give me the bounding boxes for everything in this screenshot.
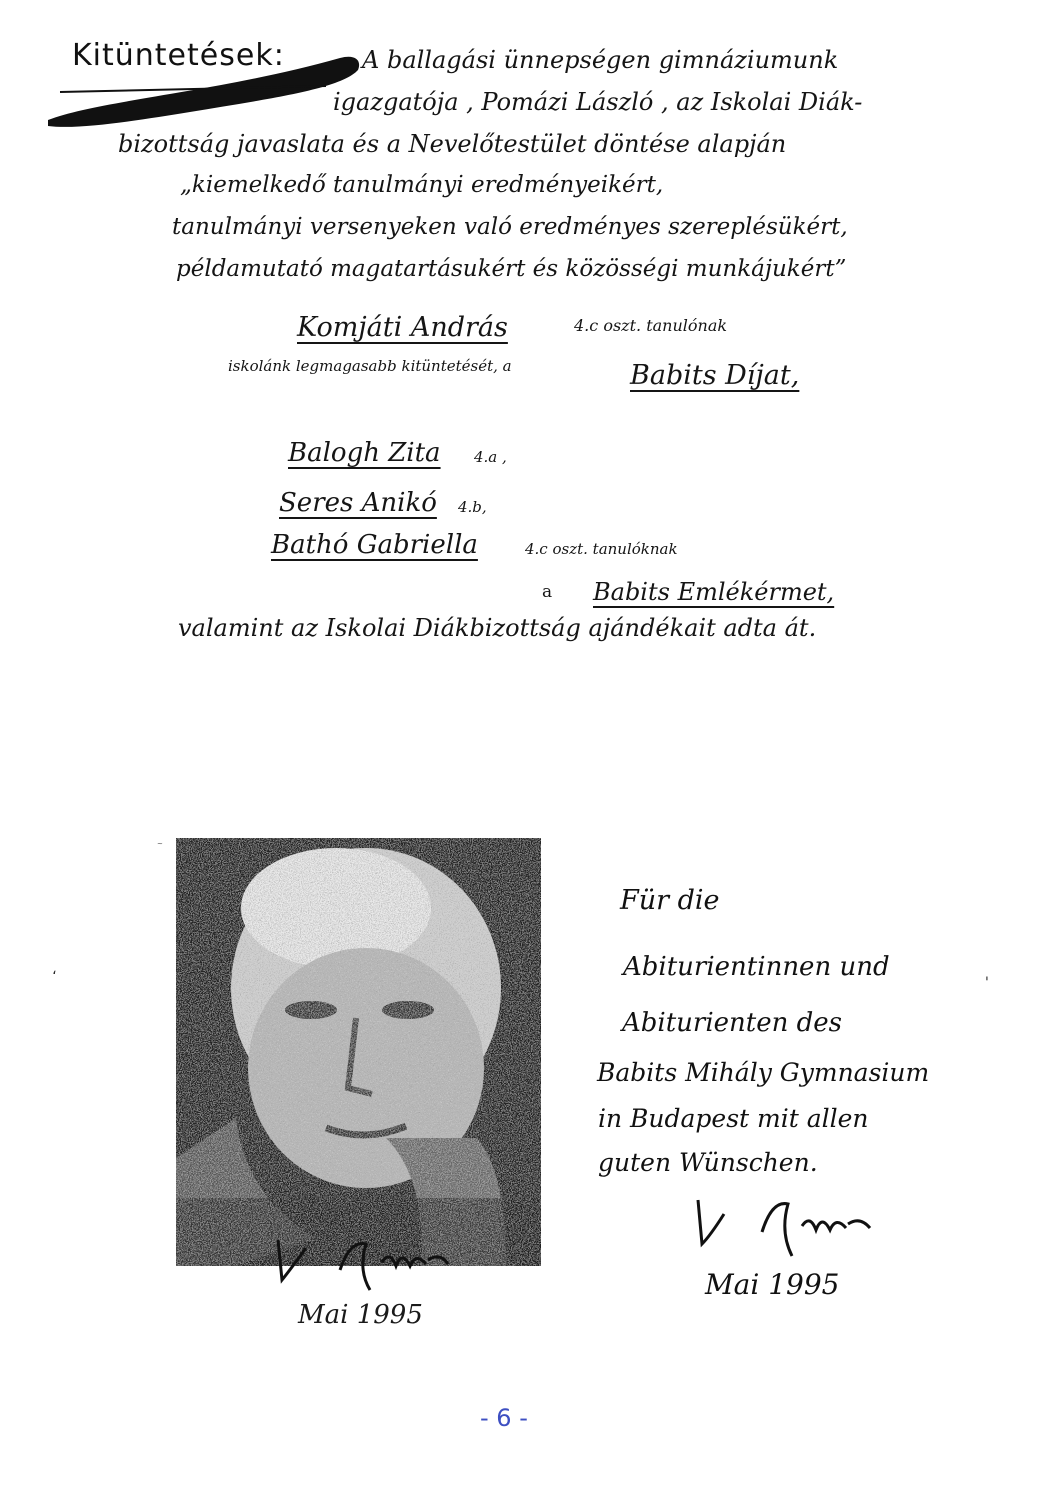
class-note: 4.b,	[458, 498, 487, 516]
award-lead-in: a	[542, 582, 553, 602]
page-number: - 6 -	[480, 1404, 528, 1432]
dedication-line: Abiturienten des	[622, 1008, 843, 1038]
dedication-line: guten Wünschen.	[598, 1148, 818, 1177]
photo-signature-date: Mai 1995	[298, 1300, 423, 1330]
award-name: Babits Emlékérmet,	[593, 578, 835, 606]
recipient-name: Seres Anikó	[279, 488, 437, 518]
dedication-line: in Budapest mit allen	[598, 1104, 869, 1133]
award-lead-in: iskolánk legmagasabb kitüntetését, a	[228, 357, 512, 375]
body-line: példamutató magatartásukért és közösségi munkájukért”	[176, 256, 847, 282]
heading-title: Kitüntetések:	[72, 38, 285, 73]
dedication-signature	[690, 1192, 880, 1262]
closing-line: valamint az Iskolai Diákbizottság ajándékait adta át.	[178, 614, 817, 642]
heading-block	[40, 30, 370, 140]
class-note: 4.c oszt. tanulóknak	[525, 540, 678, 558]
photo-corner-mark: ~	[157, 840, 163, 848]
body-line: A ballagási ünnepségen gimnáziumunk	[362, 46, 839, 74]
body-line: „kiemelkedő tanulmányi eredményeikért,	[180, 172, 664, 198]
dedication-date: Mai 1995	[705, 1268, 840, 1301]
recipient-name: Balogh Zita	[288, 438, 441, 468]
body-line: tanulmányi versenyeken való eredményes szereplésükért,	[172, 214, 848, 240]
class-note: 4.c oszt. tanulónak	[574, 316, 728, 335]
portrait-photo	[176, 838, 541, 1266]
dedication-line: Abiturientinnen und	[623, 952, 890, 982]
recipient-name: Bathó Gabriella	[271, 530, 478, 560]
body-line: bizottság javaslata és a Nevelőtestület döntése alapján	[118, 130, 787, 158]
body-line: igazgatója , Pomázi László , az Iskolai Diák-	[333, 88, 863, 116]
recipient-name: Komjáti András	[297, 312, 508, 343]
dedication-line: Für die	[620, 885, 720, 916]
dedication-line: Babits Mihály Gymnasium	[597, 1058, 930, 1087]
signature-under-photo	[270, 1230, 470, 1300]
stray-mark: ،	[52, 962, 57, 978]
class-note: 4.a ,	[474, 448, 507, 466]
award-name: Babits Díjat,	[630, 360, 800, 391]
stray-mark: '	[985, 975, 989, 991]
